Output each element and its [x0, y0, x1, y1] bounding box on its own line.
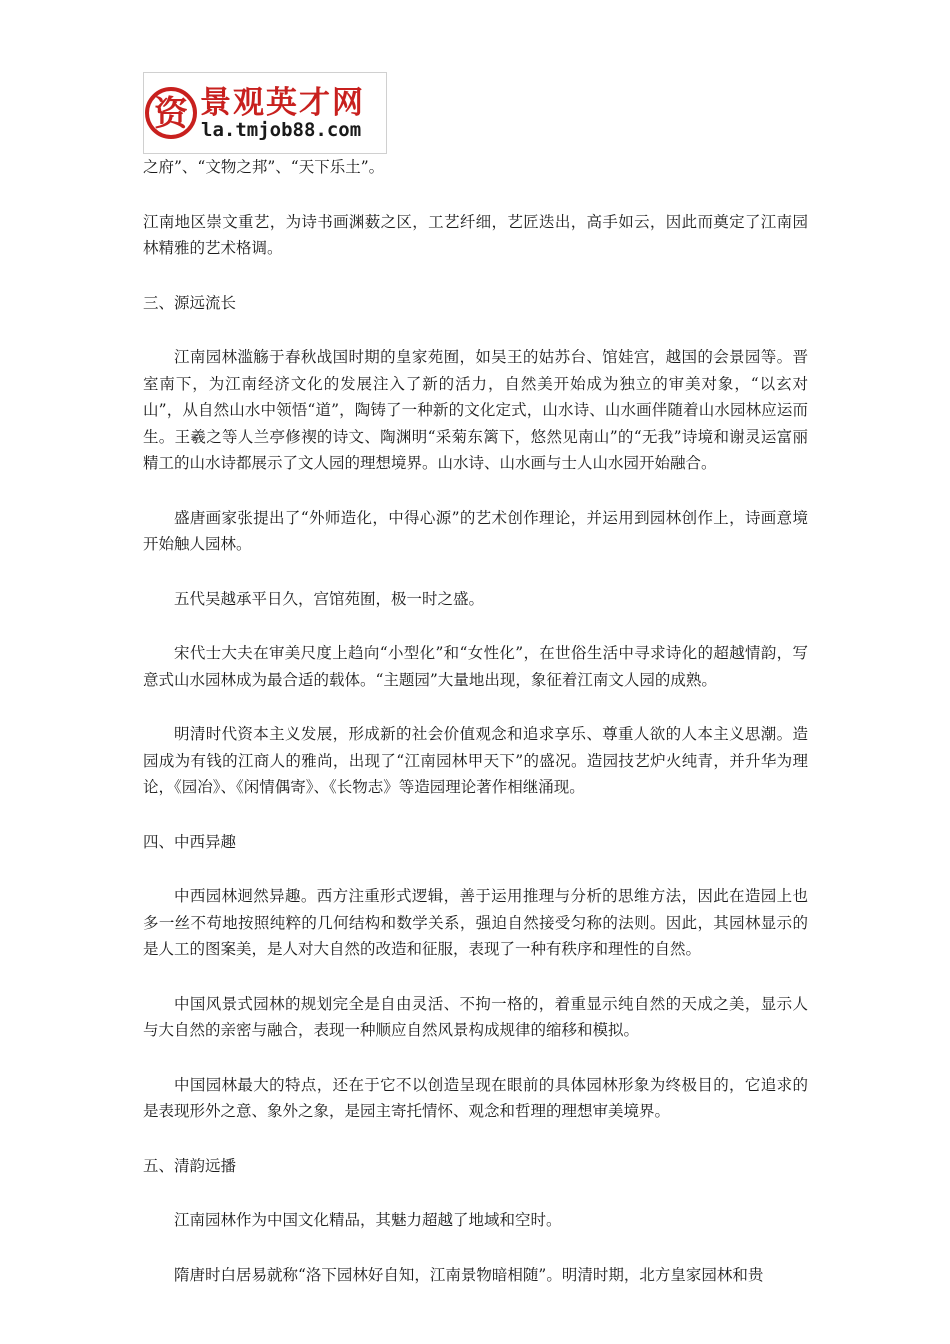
logo-url: la.tmjob88.com [201, 119, 362, 141]
section-heading: 四、中西异趣 [143, 832, 237, 851]
section-heading: 三、源远流长 [143, 293, 237, 312]
paragraph: 宋代士大夫在审美尺度上趋向“小型化”和“女性化”，在世俗生活中寻求诗化的超越情韵，写意式山水园林成为最合适的载体。“主题园”大量地出现，象征着江南文人园的成熟。 [143, 644, 808, 689]
paragraph: 江南园林滥觞于春秋战国时期的皇家苑囿，如吴王的姑苏台、馆娃宫，越国的会景园等。晋室南下，为江南经济文化的发展注入了新的活力，自然美开始成为独立的审美对象，“以玄对山”，从自然山水中领悟“道”，陶铸了一种新的文化定式，山水诗、山水画伴随着山水园林应运而生。王羲之等人兰亭修禊的诗文、陶渊明“采菊东篱下，悠然见南山”的“无我”诗境和谢灵运富丽精工的山水诗都展示了文人园的理想境界。山水诗、山水画与士人山水园开始融合。 [143, 348, 808, 472]
paragraph: 隋唐时白居易就称“洛下园林好自知，江南景物暗相随”。明清时期，北方皇家园林和贵 [174, 1265, 764, 1284]
section-heading: 五、清韵远播 [143, 1156, 237, 1175]
site-logo[interactable] [143, 72, 387, 154]
paragraph: 中国园林最大的特点，还在于它不以创造呈现在眼前的具体园林形象为终极目的，它追求的是表现形外之意、象外之象，是园主寄托情怀、观念和哲理的理想审美境界。 [143, 1075, 808, 1120]
paragraph: 江南园林作为中国文化精品，其魅力超越了地域和空时。 [174, 1211, 562, 1229]
paragraph: 之府”、“文物之邦”、“天下乐土”。 [143, 158, 385, 176]
logo-mark-icon [144, 73, 200, 153]
paragraph: 五代吴越承平日久，宫馆苑囿，极一时之盛。 [174, 589, 485, 608]
paragraph: 明清时代资本主义发展，形成新的社会价值观念和追求享乐、尊重人欲的人本主义思潮。造园成为有钱的江商人的雅尚，出现了“江南园林甲天下”的盛况。造园技艺炉火纯青，并升华为理论，《园冶》、《闲情偶寄》、《长物志》等造园理论著作相继涌现。 [143, 725, 808, 796]
logo-title: 景观英才网 [200, 85, 365, 121]
paragraph: 中国风景式园林的规划完全是自由灵活、不拘一格的，着重显示纯自然的天成之美，显示人与大自然的亲密与融合，表现一种顺应自然风景构成规律的缩移和模拟。 [143, 994, 808, 1039]
logo-mark-char: 资 [154, 94, 188, 134]
paragraph: 盛唐画家张提出了“外师造化，中得心源”的艺术创作理论，并运用到园林创作上，诗画意境开始触人园林。 [143, 508, 808, 553]
paragraph: 江南地区崇文重艺，为诗书画渊薮之区，工艺纤细，艺匠迭出，高手如云，因此而奠定了江南园林精雅的艺术格调。 [143, 212, 808, 257]
article-body [143, 154, 808, 1316]
paragraph: 中西园林迥然异趣。西方注重形式逻辑，善于运用推理与分析的思维方法，因此在造园上也多一丝不苟地按照纯粹的几何结构和数学关系，强迫自然接受匀称的法则。因此，其园林显示的是人工的图案美，是人对大自然的改造和征服，表现了一种有秩序和理性的自然。 [143, 887, 808, 958]
